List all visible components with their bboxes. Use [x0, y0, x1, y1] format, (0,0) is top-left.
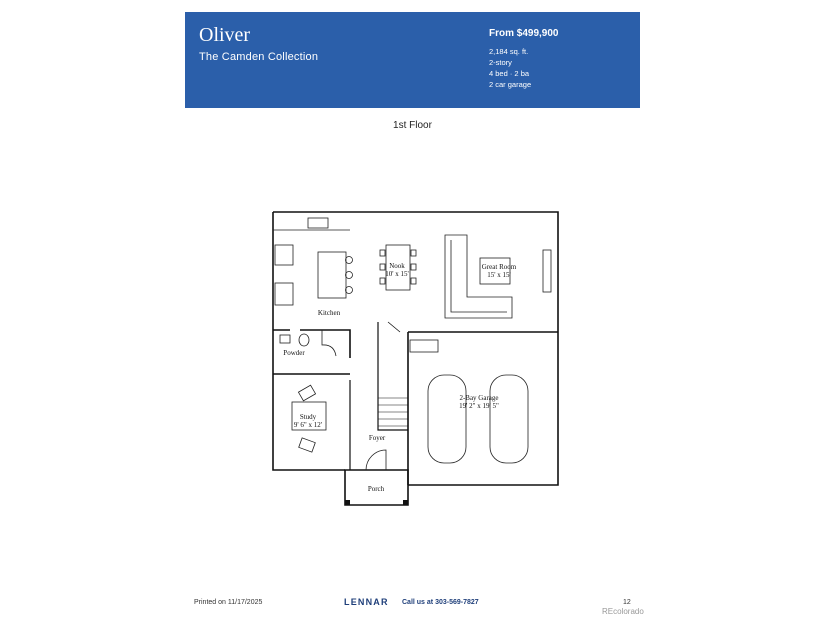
great-room-label: Great Room	[481, 263, 517, 271]
collection-name: The Camden Collection	[199, 51, 319, 63]
porch-label: Porch	[367, 485, 385, 493]
printed-date: Printed on 11/17/2025	[194, 599, 263, 606]
brand-logo: LENNAR	[344, 597, 389, 607]
floor-label: 1st Floor	[393, 120, 432, 131]
kitchen-label: Kitchen	[317, 309, 341, 317]
garage-size: 19' 2" x 19' 5"	[459, 402, 499, 410]
study-size: 9' 6" x 12'	[293, 421, 323, 429]
watermark: REcolorado	[602, 607, 644, 616]
call-link[interactable]: Call us at 303-569-7827	[402, 599, 479, 606]
price: From $499,900	[489, 28, 559, 39]
spec-stories: 2-story	[489, 58, 512, 67]
spec-garage: 2 car garage	[489, 80, 532, 89]
nook-size: 10' x 15'	[385, 270, 409, 278]
garage-label: 2-Bay Garage	[459, 394, 499, 402]
great-room-size: 15' x 15'	[487, 271, 511, 279]
spec-sqft: 2,184 sq. ft.	[489, 47, 529, 56]
spec-bed-bath: 4 bed · 2 ba	[489, 69, 530, 78]
study-label: Study	[299, 413, 317, 421]
nook-label: Nook	[389, 262, 405, 270]
foyer-label: Foyer	[368, 434, 386, 442]
plan-name: Oliver	[199, 24, 251, 46]
page-number: 12	[623, 599, 631, 606]
powder-label: Powder	[283, 349, 305, 357]
